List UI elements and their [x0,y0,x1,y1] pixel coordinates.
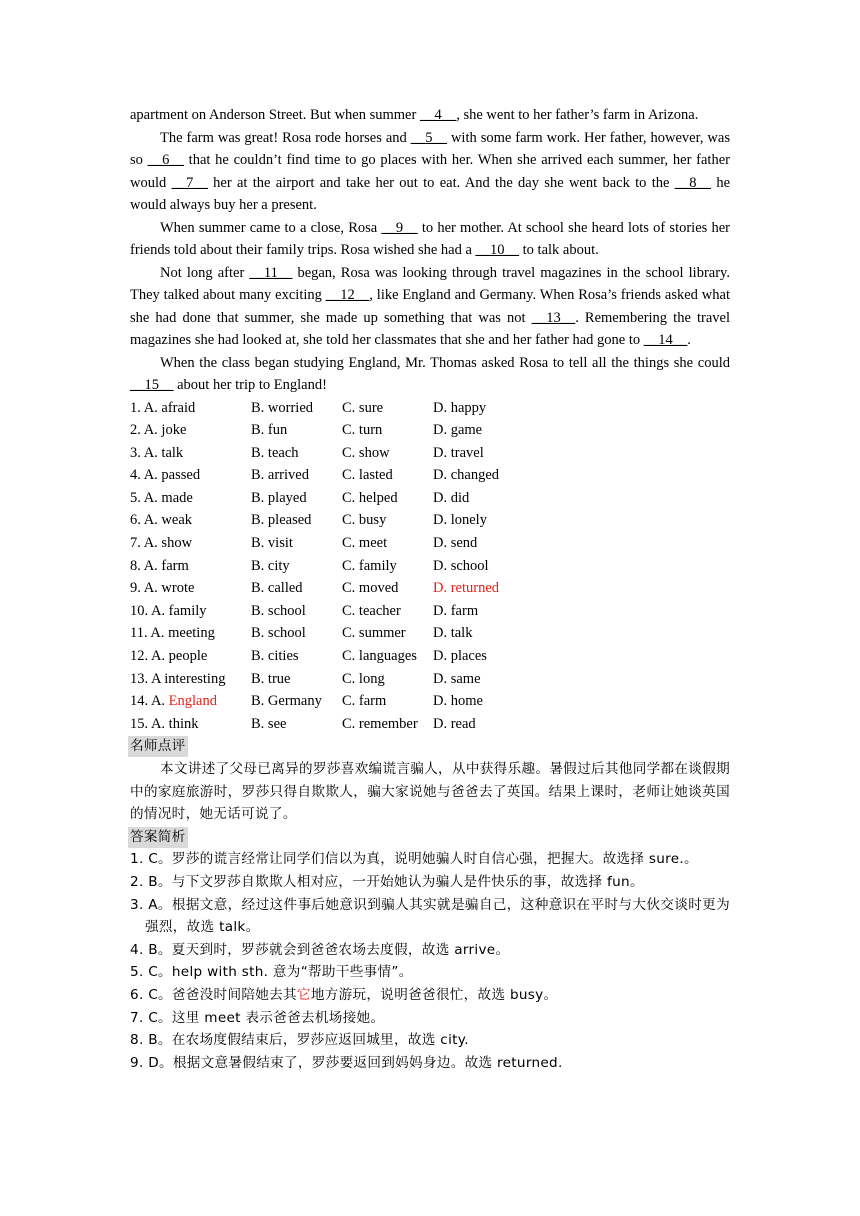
option-c: C. summer [342,625,406,642]
option-b: B. worried [251,399,314,416]
blank-12: __12__ [325,287,370,303]
passage-paragraph-3 [130,262,730,352]
analysis-item-7: 7. C。这里 meet 表示爸爸去机场接她。 [130,1009,385,1026]
option-c: C. teacher [342,602,401,619]
option-c: C. farm [342,693,387,710]
option-row-14 [130,690,730,713]
passage-text: about her trip to England! [173,377,327,393]
passage-text: When the class began studying England, Mr. Thomas asked Rosa to tell all the things she could [160,354,730,371]
option-d: D. places [433,648,487,665]
option-a: 2. A. joke [130,422,187,439]
option-d: D. lonely [433,512,487,529]
option-row-8 [130,555,730,578]
option-c: C. languages [342,648,417,665]
teacher-comment-section [130,735,730,825]
option-c: C. remember [342,715,418,732]
option-c: C. lasted [342,467,393,484]
passage-text: When summer came to a close, Rosa [160,219,382,236]
option-b: B. played [251,489,307,506]
passage-text: . Remembering the travel magazines she had looked at, she told her classmates that she and her father had gone to [130,309,730,348]
option-a: 9. A. wrote [130,580,195,597]
option-a: 8. A. farm [130,557,189,574]
passage-text: , she went to her father’s farm in Arizona. [456,107,699,123]
option-d: D. changed [433,467,500,484]
highlighted-character: 它 [296,986,311,1003]
blank-5: __5__ [410,129,447,146]
blank-6: __6__ [147,152,184,168]
option-row-1 [130,397,730,420]
option-row-15 [130,713,730,736]
blank-14: __14__ [643,332,688,348]
option-d: D. talk [433,625,473,642]
analysis-item-3: 3. A。根据文意，经过这件事后她意识到骗人其实就是骗自己，这种意识在平时与大伙交谈时更为强烈，故选 talk。 [130,896,730,936]
option-d: D. send [433,535,478,552]
option-c: C. family [342,557,397,574]
analysis-item-9: 9. D。根据文意暑假结束了，罗莎要返回到妈妈身边。故选 returned. [130,1054,563,1071]
passage-text: began, Rosa was looking through travel magazines in the school library. They talked about many exciting [130,264,730,303]
analysis-text: 地方游玩，说明爸爸很忙，故选 busy。 [310,986,558,1003]
option-b: B. visit [251,535,293,552]
option-row-11 [130,622,730,645]
option-row-10 [130,600,730,623]
passage-text: Not long after [160,264,250,281]
passage-text: The farm was great! Rosa rode horses and [160,129,411,146]
option-row-4 [130,464,730,487]
option-d: D. did [433,489,470,506]
option-row-5 [130,487,730,510]
option-c: C. sure [342,399,384,416]
passage-text: that he couldn’t find time to go places with her. When she arrived each summer, her father would [130,152,730,191]
option-a: 7. A. show [130,535,193,552]
passage-paragraph-4 [130,352,730,397]
blank-7: __7__ [171,174,208,191]
option-c: C. helped [342,489,398,506]
option-b: B. school [251,625,306,642]
option-b: B. called [251,580,303,597]
option-row-7 [130,532,730,555]
option-a: 3. A. talk [130,444,184,461]
option-b: B. see [251,715,287,732]
option-b: B. fun [251,422,288,439]
teacher-comment-label: 名师点评 [128,736,188,757]
analysis-item-2: 2. B。与下文罗莎自欺欺人相对应，一开始她认为骗人是件快乐的事，故选择 fun。 [130,873,644,890]
option-b: B. city [251,557,290,574]
option-d: D. farm [433,602,479,619]
answer-analysis-section [130,826,730,1075]
option-row-6 [130,509,730,532]
option-a: 10. A. family [130,602,207,619]
option-d: D. home [433,693,483,710]
passage-paragraph-2 [130,217,730,262]
passage-paragraph-0 [130,104,730,127]
option-a: 11. A. meeting [130,625,215,642]
option-d: D. game [433,422,483,439]
blank-8: __8__ [674,174,712,191]
document-content [130,104,730,1074]
option-row-13 [130,668,730,691]
option-d: D. school [433,557,489,574]
passage-text: to talk about. [519,242,599,258]
option-d: D. happy [433,399,487,416]
option-a: 1. A. afraid [130,399,196,416]
option-b: B. teach [251,444,299,461]
options-list [130,397,730,736]
option-b: B. cities [251,648,299,665]
passage-text: he would always buy her a present. [130,174,731,213]
option-a: 5. A. made [130,489,193,506]
option-a-prefix: 14. A. [130,693,169,710]
option-row-9 [130,577,730,600]
blank-4: __4__ [419,107,457,123]
option-a: 6. A. weak [130,512,193,529]
analysis-item-5: 5. C。help with sth. 意为“帮助干些事情”。 [130,964,413,981]
option-d: D. read [433,715,476,732]
option-a: 12. A. people [130,648,208,665]
teacher-comment-text: 本文讲述了父母已离异的罗莎喜欢编谎言骗人，从中获得乐趣。暑假过后其他同学都在谈假期中的家庭旅游时，罗莎只得自欺欺人，骗大家说她与爸爸去了英国。结果上课时，老师让她谈英国的情况时，她无话可说了。 [130,761,730,823]
analysis-item-4: 4. B。夏天到时，罗莎就会到爸爸农场去度假，故选 arrive。 [130,941,510,958]
option-c: C. moved [342,580,399,597]
option-row-2 [130,419,730,442]
passage-paragraph-1 [130,127,730,217]
blank-9: __9__ [381,219,418,236]
option-c: C. busy [342,512,387,529]
option-b: B. true [251,670,291,687]
option-a: 13. A interesting [130,670,226,687]
option-a-highlighted: England [168,693,217,710]
blank-15: __15__ [130,377,174,393]
analysis-text: 6. C。爸爸没时间陪她去其 [130,986,297,1003]
option-a: 15. A. think [130,715,199,732]
option-row-3 [130,442,730,465]
option-d-highlighted: D. returned [433,580,500,597]
option-d: D. travel [433,444,484,461]
option-a: 4. A. passed [130,467,201,484]
option-a [130,690,251,713]
option-c: C. show [342,444,390,461]
option-b: B. pleased [251,512,312,529]
blank-10: __10__ [475,242,520,258]
option-c: C. meet [342,535,388,552]
passage-text: , like England and Germany. When Rosa’s friends asked what she had done that summer, she made up something that was not [130,287,730,326]
option-b: B. arrived [251,467,309,484]
passage-text: with some farm work. Her father, however, was so [130,129,730,168]
option-b: B. Germany [251,693,322,710]
passage-text: to her mother. At school she heard lots of stories her friends told about their family trips. Rosa wished she had a [130,219,730,258]
passage-text: apartment on Anderson Street. But when summer [130,107,420,123]
analysis-item-1: 1. C。罗莎的谎言经常让同学们信以为真，说明她骗人时自信心强，把握大。故选择 sure.。 [130,851,698,868]
analysis-item-6 [130,984,730,1007]
blank-13: __13__ [531,309,576,326]
option-d: D. same [433,670,481,687]
answer-analysis-label: 答案简析 [128,827,188,848]
passage-text: her at the airport and take her out to eat. And the day she went back to the [207,174,675,191]
blank-11: __11__ [249,264,293,281]
analysis-item-8: 8. B。在农场度假结束后，罗莎应返回城里，故选 city. [130,1032,469,1049]
option-b: B. school [251,602,306,619]
option-row-12 [130,645,730,668]
option-c: C. long [342,670,385,687]
passage-text: . [687,332,691,348]
option-c: C. turn [342,422,383,439]
